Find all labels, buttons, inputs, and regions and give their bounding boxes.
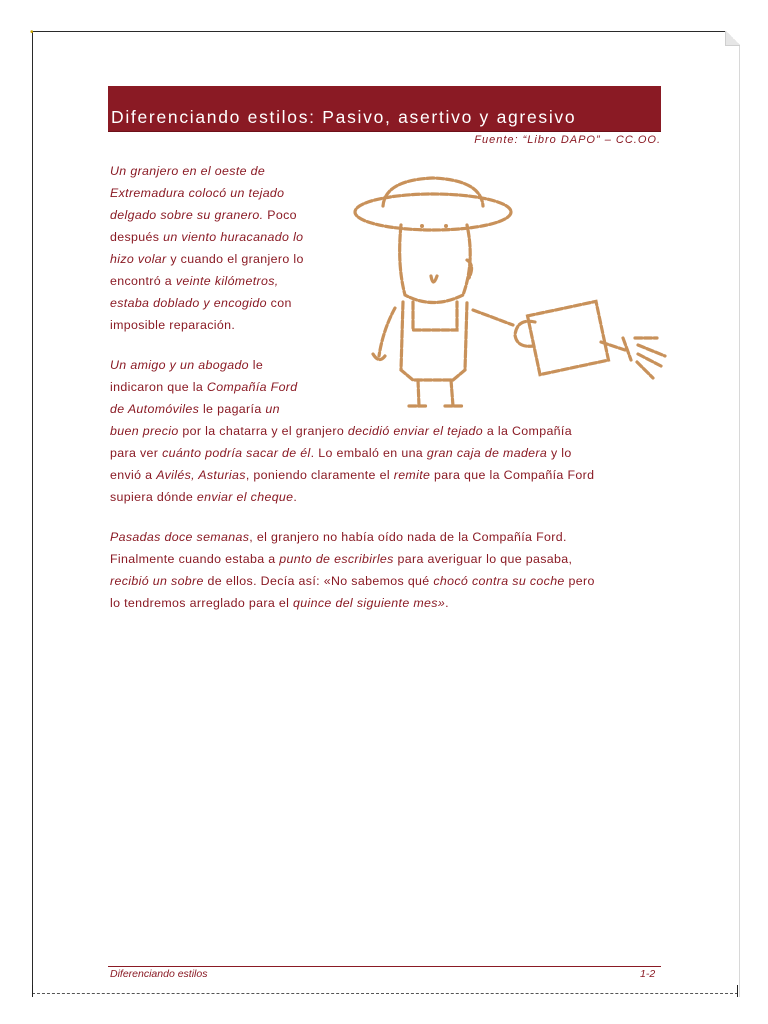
text-span: le: [248, 358, 264, 372]
text-span: quince del siguiente mes»: [293, 596, 446, 610]
text-span: Finalmente cuando estaba a: [110, 552, 280, 566]
paragraph-1: [110, 160, 350, 336]
text-span: recibió un sobre: [110, 574, 204, 588]
paragraph-3: [110, 526, 662, 614]
page-number: 1-2: [640, 968, 656, 980]
title-bar: [108, 86, 661, 132]
text-span: veinte kilómetros,: [175, 274, 279, 288]
text-span: .: [293, 490, 298, 504]
page-title: Diferenciando estilos: Pasivo, asertivo y agresivo: [111, 107, 577, 127]
text-span: Un amigo y un abogado: [110, 358, 249, 372]
text-span: . Lo embaló en una: [310, 446, 427, 460]
text-span: decidió enviar el tejado: [347, 424, 484, 438]
text-span: remite: [393, 468, 431, 482]
text-span: por la chatarra y el granjero: [178, 424, 348, 438]
text-span: un viento huracanado lo: [163, 230, 304, 244]
text-span: lo tendremos arreglado para el: [110, 596, 294, 610]
text-span: encontró a: [110, 274, 176, 288]
text-span: , poniendo claramente el: [245, 468, 394, 482]
text-span: pero: [564, 574, 595, 588]
text-span: supiera dónde: [110, 490, 197, 504]
paragraph-2: [110, 354, 655, 508]
text-span: Pasadas doce semanas: [110, 530, 250, 544]
text-span: de Automóviles: [110, 402, 200, 416]
text-span: estaba doblado y encogido: [110, 296, 267, 310]
text-span: envió a: [110, 468, 157, 482]
text-span: Avilés, Asturias: [156, 468, 246, 482]
text-span: delgado sobre su granero.: [110, 208, 264, 222]
text-span: punto de escribirles: [279, 552, 394, 566]
crop-mark-left: [32, 985, 33, 997]
text-span: de ellos. Decía así: «No sabemos qué: [203, 574, 434, 588]
footer-divider: [108, 966, 661, 967]
text-span: a la Compañía: [483, 424, 572, 438]
text-span: enviar el cheque: [196, 490, 294, 504]
text-span: y cuando el granjero lo: [166, 252, 304, 266]
text-span: Poco: [263, 208, 297, 222]
text-span: Un granjero en el oeste de: [110, 164, 266, 178]
text-span: y lo: [547, 446, 572, 460]
page-bottom-edge: [32, 993, 738, 994]
text-span: buen precio: [110, 424, 179, 438]
text-span: le pagaría: [199, 402, 266, 416]
text-span: un: [265, 402, 280, 416]
corner-marker-icon: •: [30, 27, 34, 38]
text-span: .: [445, 596, 449, 610]
crop-mark-right: [737, 985, 738, 997]
text-span: Extremadura colocó un tejado: [110, 186, 285, 200]
text-span: Compañía Ford: [206, 380, 298, 394]
text-span: gran caja de madera: [426, 446, 548, 460]
source-credit: Fuente: “Libro DAPO” – CC.OO.: [474, 134, 661, 146]
text-span: después: [110, 230, 164, 244]
text-span: para que la Compañía Ford: [430, 468, 595, 482]
text-span: para averiguar lo que pasaba,: [393, 552, 573, 566]
text-span: con: [266, 296, 292, 310]
text-span: imposible reparación.: [110, 318, 236, 332]
text-span: chocó contra su coche: [433, 574, 565, 588]
footer-title: Diferenciando estilos: [110, 968, 208, 980]
text-span: , el granjero no había oído nada de la Compañía Ford.: [249, 530, 567, 544]
text-span: indicaron que la: [110, 380, 207, 394]
text-span: para ver: [110, 446, 163, 460]
text-span: hizo volar: [110, 252, 167, 266]
text-span: cuánto podría sacar de él: [162, 446, 311, 460]
